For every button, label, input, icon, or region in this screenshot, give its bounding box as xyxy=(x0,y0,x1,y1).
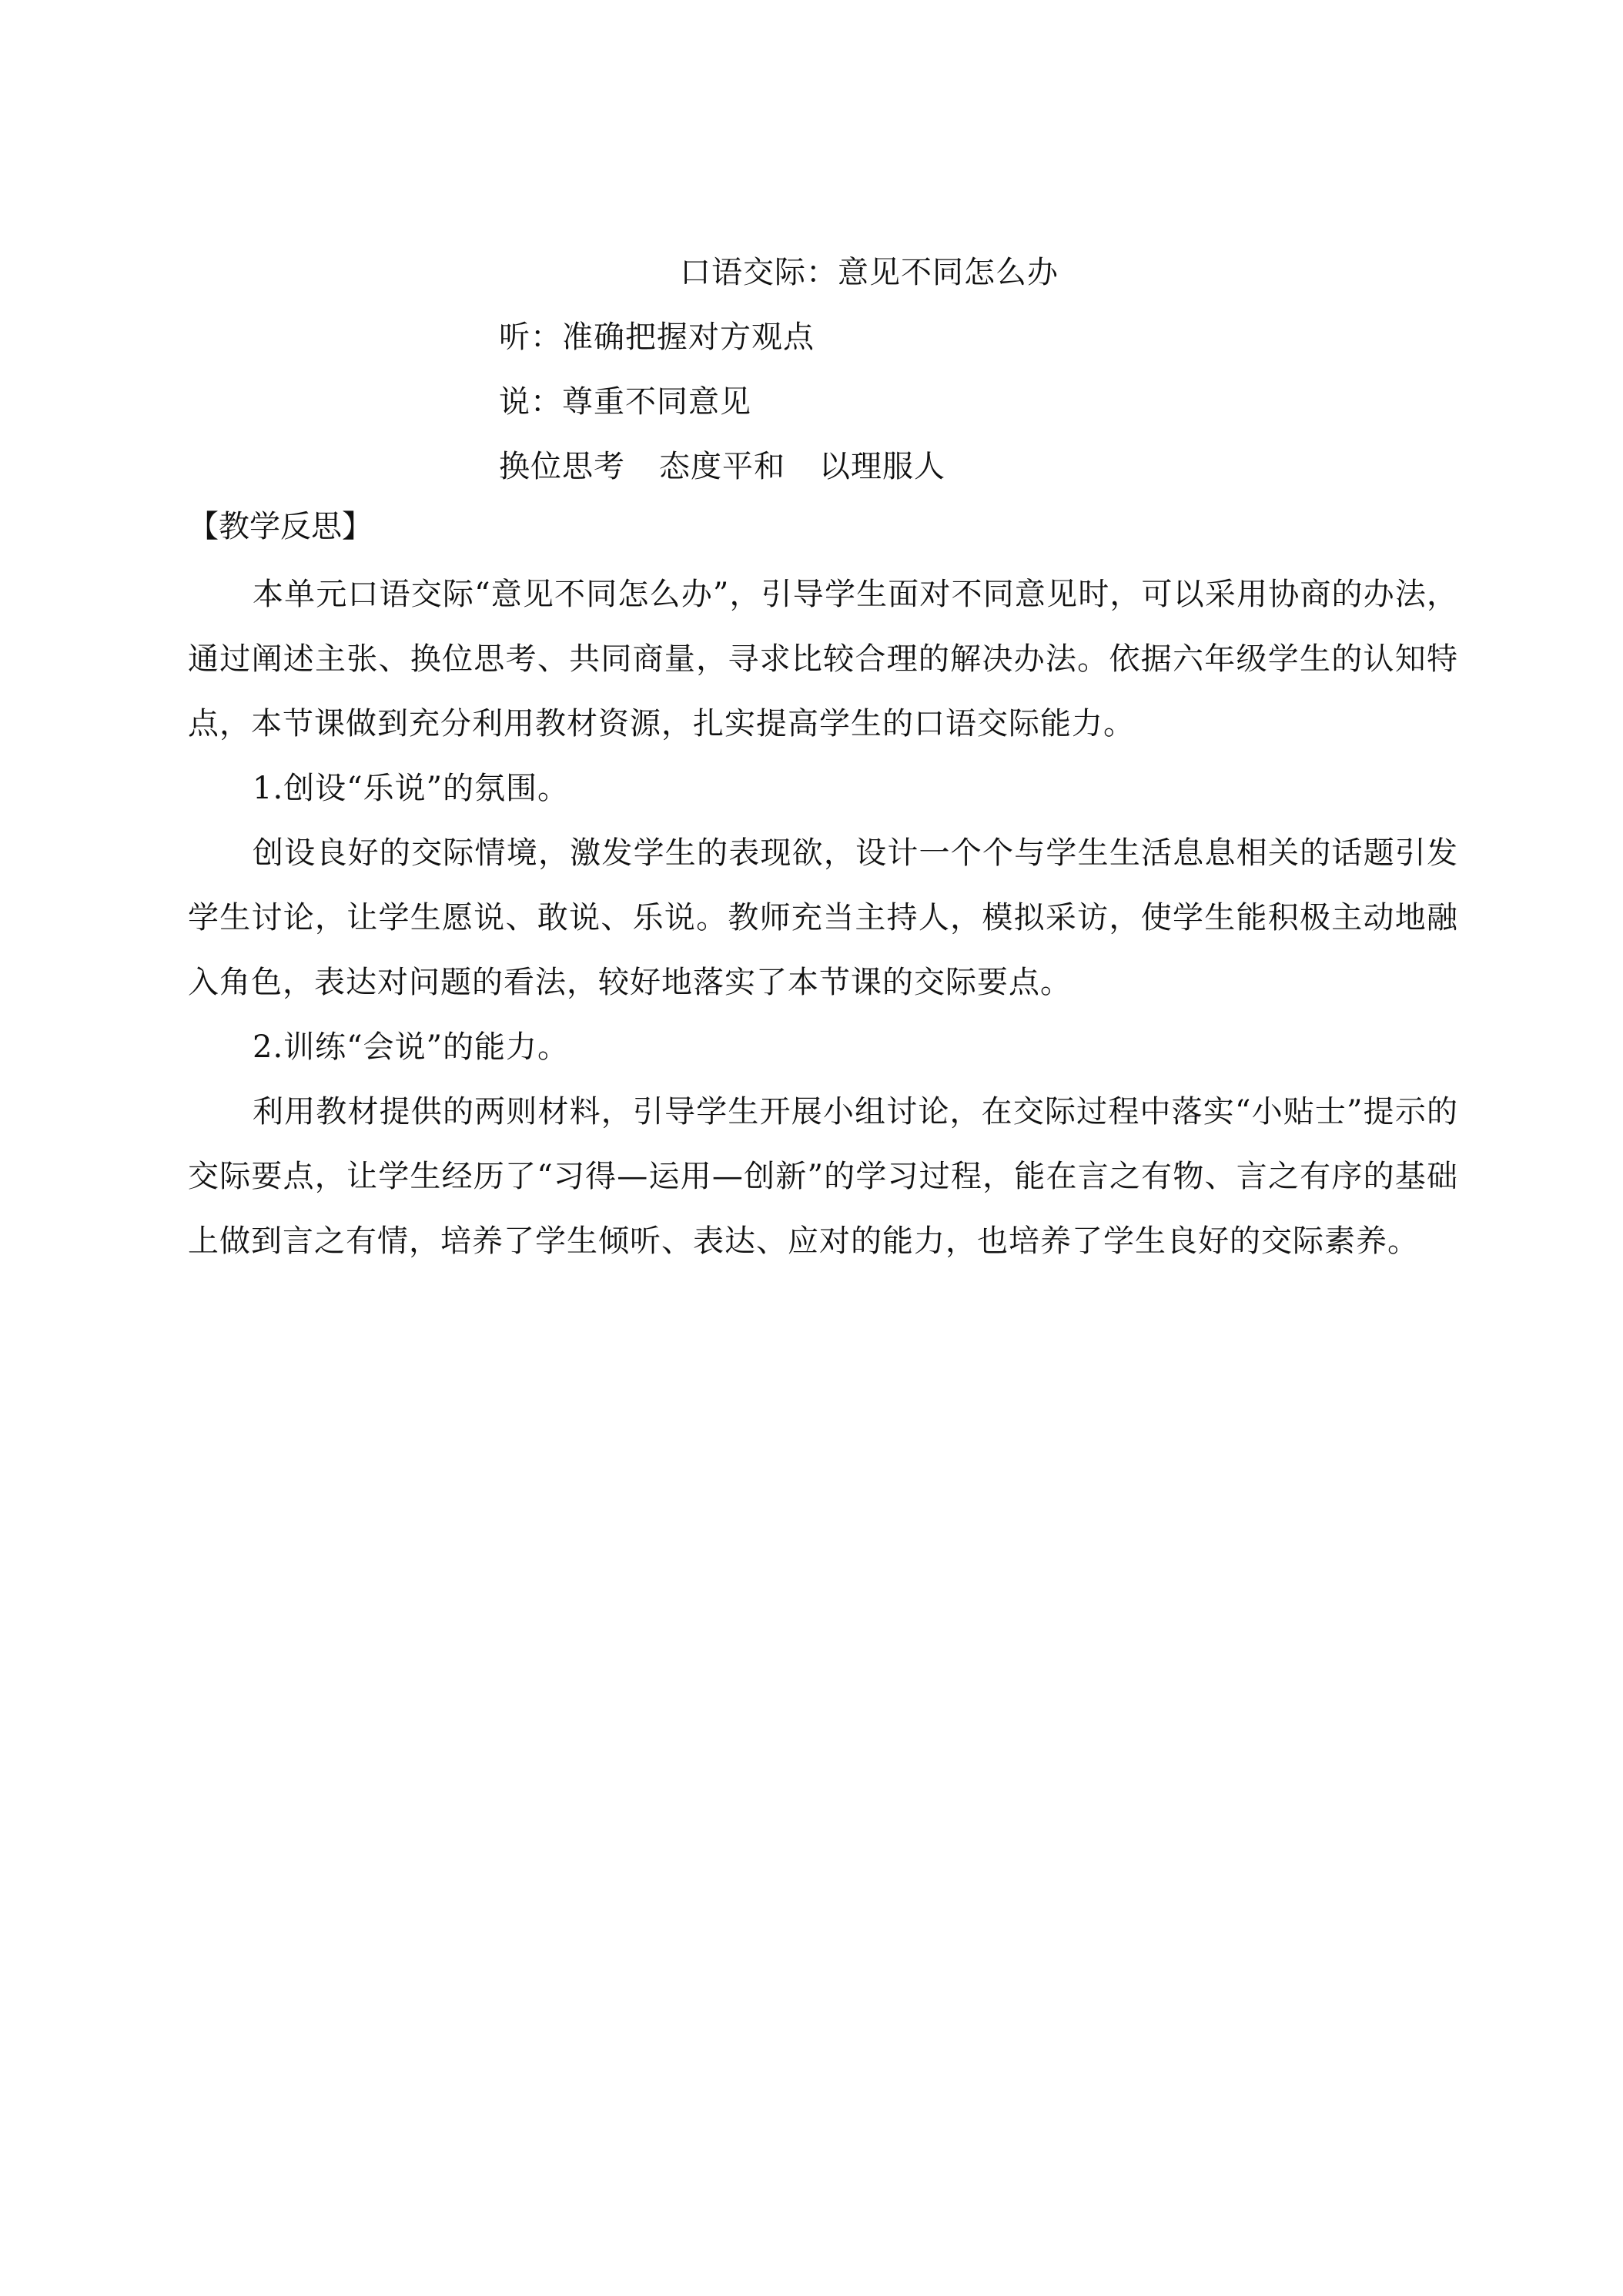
item-1-title: 1.创设“乐说”的氛围。 xyxy=(253,771,570,806)
board-point: 态度平和 xyxy=(659,449,785,484)
board-points-line xyxy=(499,442,979,486)
board-speak-line: 说：尊重不同意见 xyxy=(499,384,751,420)
item-2-text: 利用教材提供的两则材料，引导学生开展小组讨论，在交际过程中落实“小贴士”提示的交际要点，让学生经历了“习得—运用—创新”的学习过程，能在言之有物、言之有序的基础上做到言之有情，培养了学生倾听、表达、应对的能力，也培养了学生良好的交际素养。 xyxy=(188,1094,1458,1259)
board-point: 以理服人 xyxy=(819,449,945,484)
section-heading: 【教学反思】 xyxy=(188,509,373,544)
board-point: 换位思考 xyxy=(499,449,625,484)
item-1-text: 创设良好的交际情境，激发学生的表现欲，设计一个个与学生生活息息相关的话题引发学生讨论，让学生愿说、敢说、乐说。教师充当主持人，模拟采访，使学生能积极主动地融入角色，表达对问题的看法，较好地落实了本节课的交际要点。 xyxy=(188,835,1458,1000)
board-title: 口语交际：意见不同怎么办 xyxy=(680,255,1059,290)
board-listen-line: 听：准确把握对方观点 xyxy=(499,320,815,355)
paragraph-intro: 本单元口语交际“意见不同怎么办”，引导学生面对不同意见时，可以采用协商的办法，通过阐述主张、换位思考、共同商量，寻求比较合理的解决办法。依据六年级学生的认知特点，本节课做到充分利用教材资源，扎实提高学生的口语交际能力。 xyxy=(188,577,1458,741)
reflection-body xyxy=(188,562,1458,1274)
item-2-title: 2.训练“会说”的能力。 xyxy=(253,1029,570,1065)
